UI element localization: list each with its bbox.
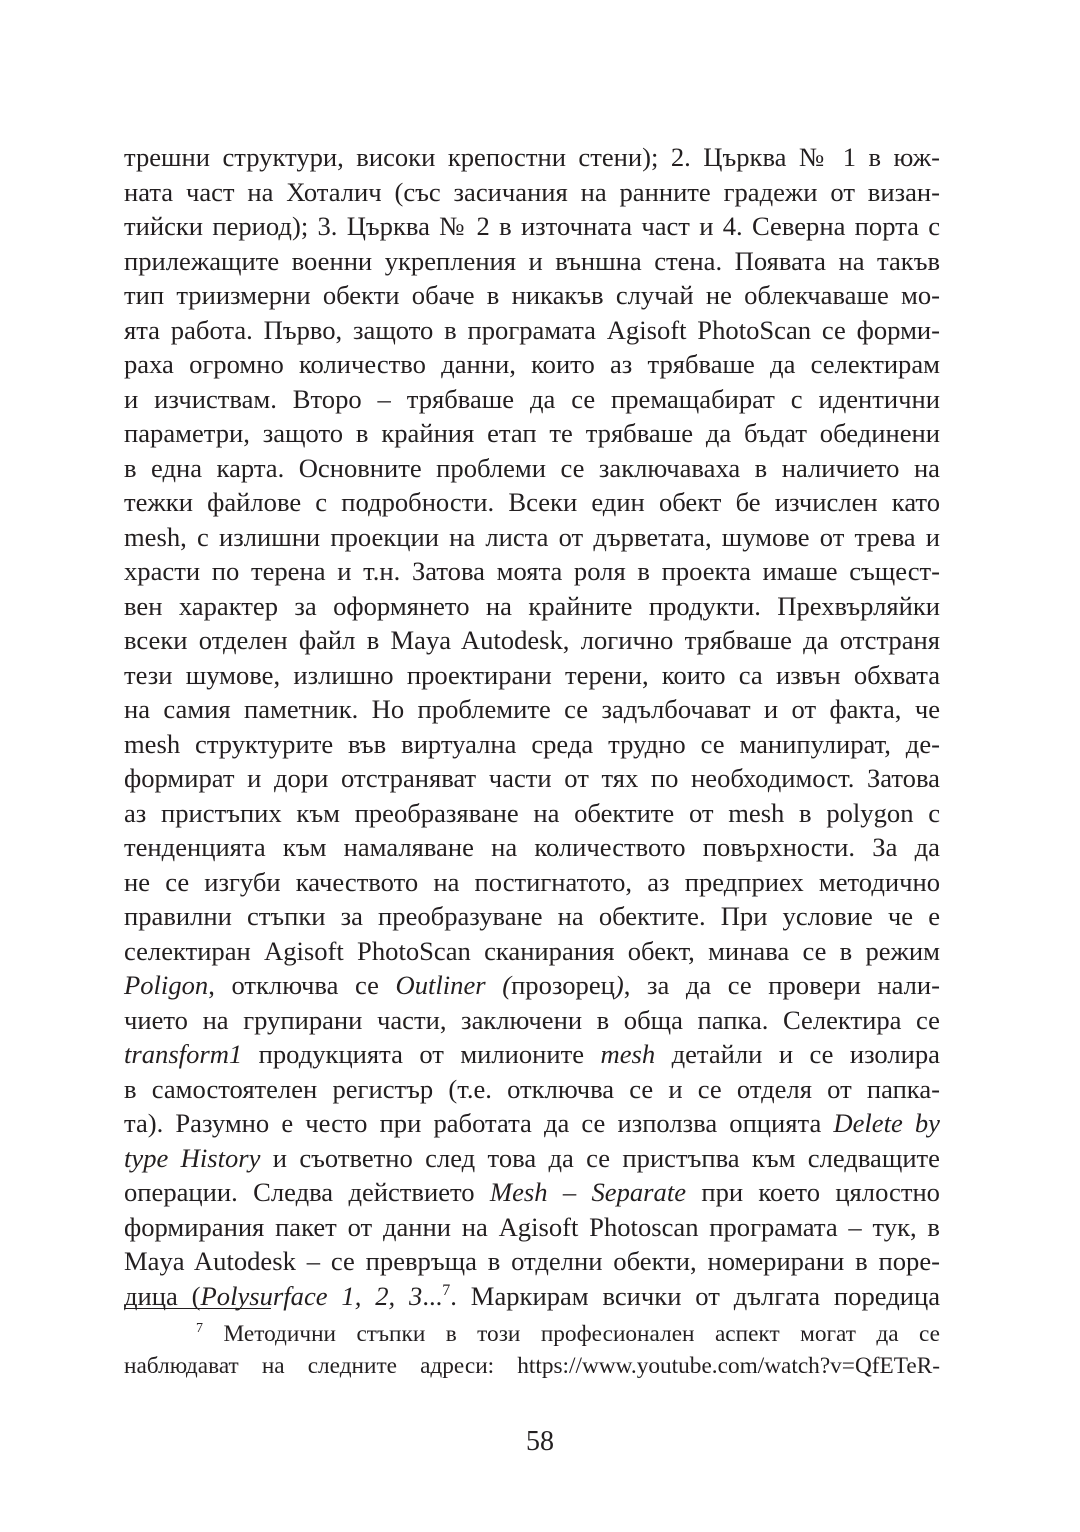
text-line [124,589,940,624]
italic-term: Polysurface 1, 2, 3 [200,1280,423,1311]
text-segment: ... [422,1280,443,1311]
text-line [124,1141,940,1176]
text-line [124,140,940,175]
text-segment: , отключва се [208,970,396,1000]
text-segment: операции. Следва действието [124,1177,490,1207]
text-segment: продукцията от милионите [242,1039,601,1069]
text-line [124,554,940,589]
text-segment: в една карта. Основните проблеми се заключаваха в наличието на [124,452,940,483]
footnote-separator [124,1308,271,1309]
text-segment: детайли и се изолира [655,1039,940,1069]
text-segment: , за да се провери нали- [623,970,940,1000]
text-line [124,658,940,693]
text-segment: ната част на Хоталич (със засичания на ранните градежи от визан- [124,176,940,207]
text-segment: и изчиствам. Второ – трябваше да се премащабират с идентични [124,383,940,414]
text-line [124,968,940,1003]
footnote-line-1 [124,1318,940,1350]
text-line [124,796,940,831]
text-line [124,830,940,865]
text-line [124,416,940,451]
italic-term: ) [614,970,624,1000]
text-segment: вен характер за оформянето на крайните продукти. Прехвърляйки [124,590,940,621]
text-segment: правилни стъпки за преобразуване на обектите. При условие че е [124,901,940,931]
text-segment: прилежащите военни укрепления и външна стена. Появата на такъв [124,245,940,276]
text-line [124,865,940,900]
text-line [124,244,940,279]
footnote-reference: 7 [442,1281,451,1299]
text-line [124,1106,940,1141]
italic-term: mesh [600,1039,656,1069]
text-segment: формират и дори отстраняват части от тях по необходимост. Затова [124,763,940,793]
footnote-text-1: Методични стъпки в този професионален аспект могат да се [223,1321,940,1347]
italic-term: Outliner ( [395,970,512,1000]
text-segment: всеки отделен файл в Maya Autodesk, логично трябваше да отстраня [124,625,940,655]
text-segment: в самостоятелен регистър (т.е. отключва се и се отделя от папка- [124,1073,940,1104]
text-segment: и съответно след това да се пристъпва към следващите [260,1142,940,1173]
text-segment: ята работа. Първо, защото в програмата Agisoft PhotoScan се форми- [124,314,940,345]
text-segment: тези шумове, излишно проектирани терени, които са извън обхвата [124,659,940,690]
page-number: 58 [526,1426,554,1457]
text-segment: формирания пакет от данни на Agisoft Photoscan програмата – тук, в [124,1211,940,1242]
text-segment: тийски период); 3. Църква № 2 в източната част и 4. Северна порта с [124,211,940,241]
text-segment: дица ( [124,1280,201,1311]
text-segment: селектиран Agisoft PhotoScan сканирания обект, минава се в режим [124,935,940,966]
text-segment: . Маркирам всички от дългата поредица [450,1280,941,1311]
body-text [124,140,940,1313]
text-line [124,692,940,727]
text-segment: тежки файлове с подробности. Всеки един обект бе изчислен като [124,487,940,517]
text-line [124,1175,940,1210]
italic-term: Poligon [124,970,209,1000]
text-line [124,520,940,555]
text-line [124,175,940,210]
text-line [124,899,940,934]
text-segment: mesh структурите във виртуална среда трудно се манипулират, де- [124,728,940,759]
text-segment: на самия паметник. Но проблемите се задълбочават и от факта, че [124,694,940,724]
text-segment: тенденцията към намаляване на количеството повърхности. За да [124,832,940,862]
text-segment: тип триизмерни обекти обаче в никакъв случай не облекчаваше мо- [124,280,940,310]
text-line [124,1244,940,1279]
footnote-line-2: наблюдават на следните адреси: https://www.youtube.com/watch?v=QfETeR- [124,1353,940,1379]
text-line [124,1037,940,1072]
text-line [124,382,940,417]
text-segment: не се изгуби качеството на постигнатото, аз предприех методично [124,866,940,897]
text-segment: прозорец [511,970,615,1000]
text-segment: трешни структури, високи крепостни стени); 2. Църква № 1 в юж- [124,142,940,172]
text-segment: Maya Autodesk – се превръща в отделни обекти, номерирани в поре- [124,1246,940,1276]
italic-term: Delete by [833,1108,940,1138]
text-segment: та). Разумно е често при работата да се използва опцията [124,1108,834,1138]
text-line [124,209,940,244]
text-segment: при което цялостно [686,1177,940,1207]
text-segment: чието на групирани части, заключени в обща папка. Селектира се [124,1004,940,1035]
text-line [124,278,940,313]
text-line [124,485,940,520]
text-line [124,727,940,762]
text-segment: раха огромно количество данни, които аз трябваше да селектирам [124,349,940,379]
text-line [124,761,940,796]
text-segment: параметри, защото в крайния етап те трябваше да бъдат обединени [124,418,940,448]
text-line [124,313,940,348]
text-line [124,1072,940,1107]
text-line [124,1003,940,1038]
italic-term: transform1 [124,1039,243,1069]
text-line [124,451,940,486]
footnote [124,1318,940,1382]
text-segment: храсти по терена и т.н. Затова моята роля в проекта имаше същест- [124,556,940,586]
text-line [124,347,940,382]
text-segment: аз пристъпих към преобразяване на обектите от mesh в polygon с [124,797,940,828]
text-line [124,934,940,969]
italic-term: type History [124,1142,261,1173]
text-segment: mesh, с излишни проекции на листа от дърветата, шумове от трева и [124,521,940,552]
footnote-mark: 7 [196,1321,203,1336]
text-line [124,623,940,658]
italic-term: Mesh – Separate [489,1177,687,1207]
text-line [124,1210,940,1245]
